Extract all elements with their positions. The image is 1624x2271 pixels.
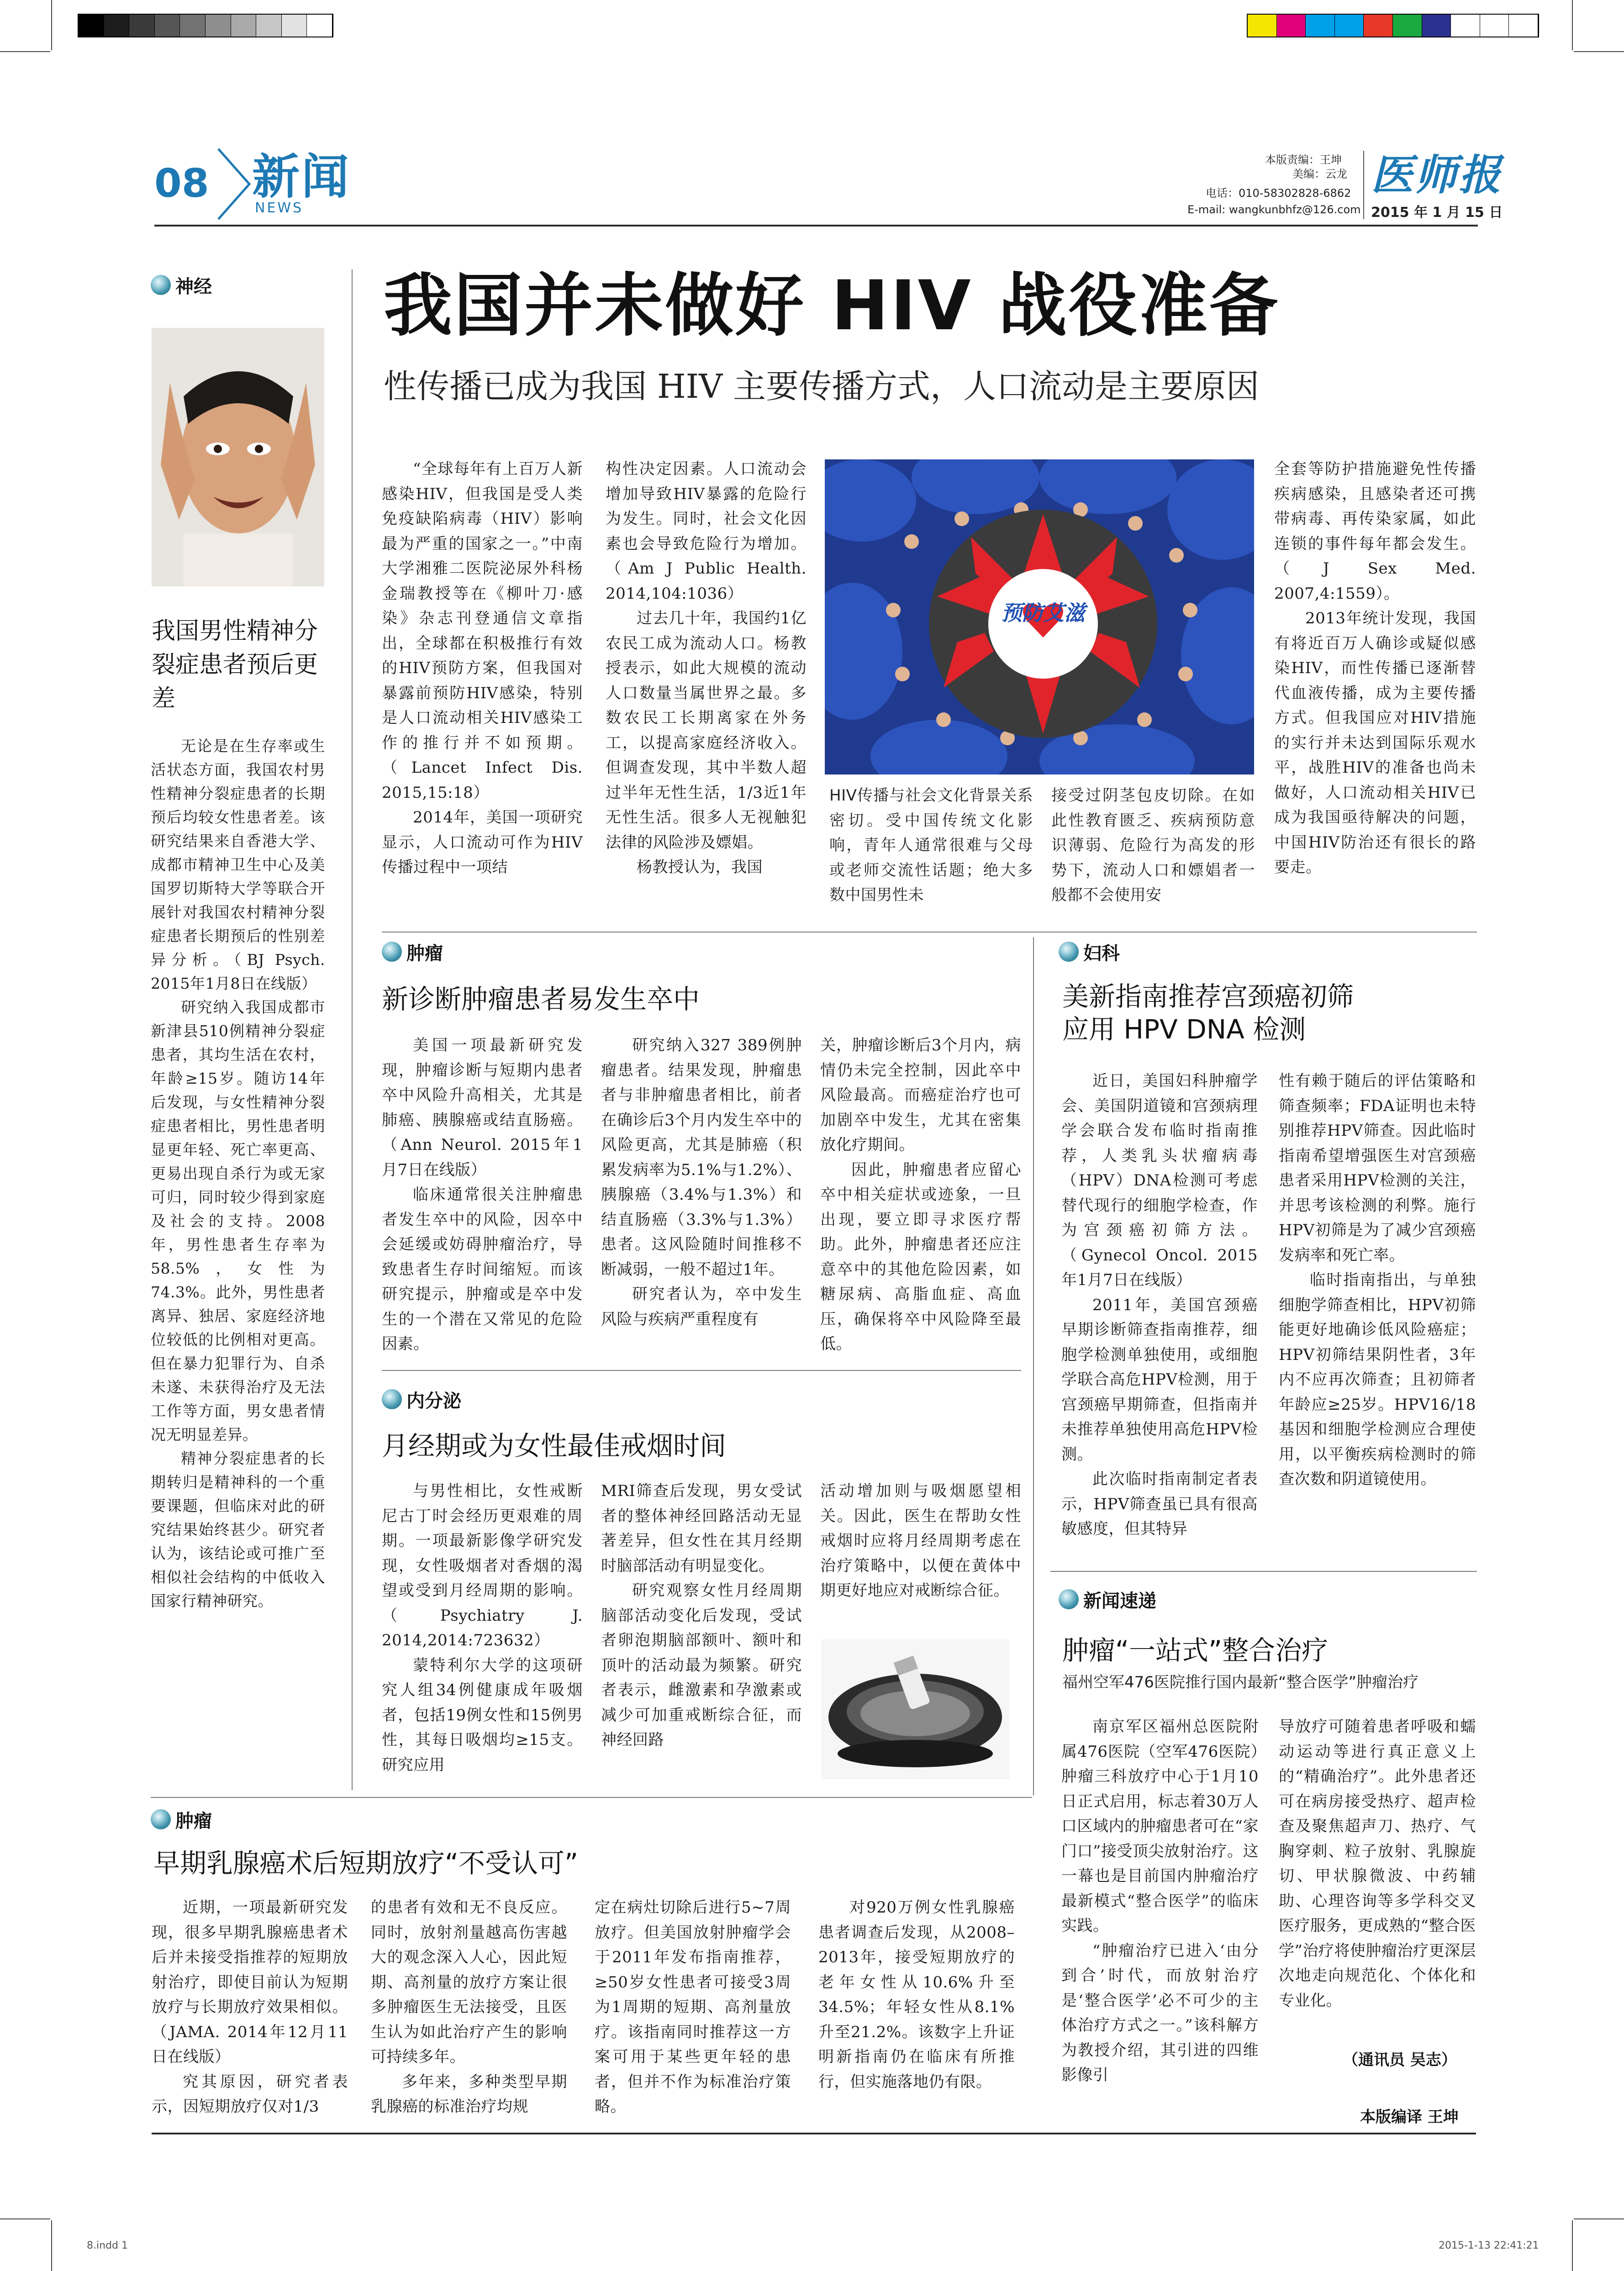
tumor-title: 新诊断肿瘤患者易发生卒中 [382, 984, 700, 1015]
brief-col-2 [1279, 1714, 1476, 2013]
color-swatch [206, 15, 231, 37]
brief-title: 肿瘤“一站式”整合治疗 [1062, 1635, 1329, 1666]
column-divider-left [352, 269, 353, 1790]
crop-mark-bl-v [51, 2220, 52, 2271]
endo-para: 活动增加则与吸烟愿望相关。因此，医生在帮助女性戒烟时应将月经周期考虑在治疗策略中，以便在黄体中期更好地应对戒断综合征。 [820, 1482, 1021, 1600]
brief-byline: （通讯员 吴志） [1343, 2051, 1457, 2069]
page-number: 08 [154, 161, 209, 206]
lead-para: 2014年，美国一项研究显示，人口流动可作为HIV传播过程中一项结 [382, 808, 583, 876]
section-tag-breast [151, 1807, 212, 1831]
bullet-icon [1059, 1589, 1079, 1609]
endo-para: 研究观察女性月经周期脑部活动变化后发现，受试者卵泡期脑部额叶、额叶和顶叶的活动最为频繁。研究者表示，雌激素和孕激素或减少可加重戒断综合征，而神经回路 [601, 1581, 802, 1749]
photo-caption-a: HIV传播与社会文化背景关系密切。受中国传统文化影响，青年人通常很难与父母或老师交流性话题；绝大多数中国男性未 [829, 786, 1033, 904]
tag-label: 神经 [175, 276, 212, 297]
gyn-col-2 [1279, 1069, 1476, 1492]
color-swatch [1335, 15, 1364, 37]
bullet-icon [382, 1389, 402, 1409]
crop-mark-br-v [1572, 2220, 1573, 2271]
ashtray-image [821, 1639, 1009, 1779]
breast-col-1 [152, 1895, 348, 2119]
color-swatch [1248, 15, 1277, 37]
brief-para: 导放疗可随着患者呼吸和蠕动运动等进行真正意义上的“精确治疗”。此外患者还可在病房接受热疗、超声检查及聚焦超声刀、热疗、气胸穿刺、粒子放射、乳腺旋切、甲状腺微波、中药辅助、心理咨询等多学科交叉医疗服务，更成熟的“整合医学”治疗将使肿瘤治疗更深层次地走向规范化、个体化和专业化。 [1279, 1718, 1476, 2010]
endo-title: 月经期或为女性最佳戒烟时间 [382, 1430, 727, 1461]
bullet-icon [1059, 942, 1079, 962]
tumor-bottom-rule [382, 1370, 1021, 1371]
tag-label: 妇科 [1083, 943, 1120, 964]
masthead-logo: 医师报 [1371, 150, 1503, 200]
distressed-man-image [152, 328, 324, 586]
phone-line: 电话：010-58302828-6862 [1206, 187, 1351, 200]
brief-subtitle: 福州空军476医院推行国内最新“整合医学”肿瘤治疗 [1062, 1673, 1419, 1691]
lead-col-4 [1274, 457, 1476, 880]
left-para-1: 无论是在生存率或生活状态方面，我国农村男性精神分裂症患者的长期预后均较女性患者差。该研究结果来自香港大学、成都市精神卫生中心及美国罗切斯特大学等联合开展针对我国农村精神分裂症患者长期预后的性别差异分析。（BJ Psych. 2015年1月8日在线版） [151, 737, 325, 992]
gyn-para: 性有赖于随后的评估策略和筛查频率；FDA证明也未特别推荐HPV筛查。因此临时指南希望增强医生对宫颈癌患者采用HPV检测的关注，并思考该检测的利弊。施行HPV初筛是为了减少宫颈癌发病率和死亡率。 [1279, 1072, 1476, 1265]
translator-credit: 本版编译 王坤 [1360, 2108, 1459, 2126]
tumor-para: 研究纳入327 389例肿瘤患者。结果发现，肿瘤患者与非肿瘤患者相比，前者在确诊后3个月内发生卒中的风险更高，尤其是肺癌（积累发病率为5.1%与1.2%）、胰腺癌（3.4%与1.3%）和结直肠癌（3.3%与1.3%）患者。这风险随时间推移不断减弱，一般不超过1年。 [601, 1036, 802, 1279]
section-tag-neuro [151, 273, 212, 297]
gyn-para: 2011年，美国宫颈癌早期诊断筛查指南推荐，细胞学检测单独使用，或细胞学联合高危HPV检测，用于宫颈癌早期筛查，但指南并未推荐单独使用高危HPV检测。 [1061, 1296, 1258, 1464]
bullet-icon [382, 942, 402, 962]
section-subtitle: NEWS [255, 200, 304, 216]
breast-para: 多年来，多种类型早期乳腺癌的标准治疗均规 [371, 2072, 567, 2116]
lead-para: “全球每年有上百万人新感染HIV，但我国是受人类免疫缺陷病毒（HIV）影响最为严重的国家之一。”中南大学湘雅二医院泌尿外科杨金瑞教授等在《柳叶刀·感染》杂志刊登通信文章指出，全球都在积极推行有效的HIV预防方案，但我国对暴露前预防HIV感染，特别是人口流动相关HIV感染工作的推行并不如预期。（Lancet Infect Dis. 2015,15:18） [382, 460, 583, 802]
breast-para: 的患者有效和无不良反应。同时，放射剂量越高伤害越大的观念深入人心，因此短期、高剂量的放疗方案让很多肿瘤医生无法接受，且医生认为如此治疗产生的影响可持续多年。 [371, 1898, 567, 2066]
print-timestamp: 2015-1-13 22:41:21 [1439, 2240, 1539, 2251]
section-tag-brief [1059, 1587, 1156, 1611]
breast-col-3 [595, 1895, 791, 2119]
breast-para: 定在病灶切除后进行5~7周放疗。但美国放射肿瘤学会于2011年发布指南推荐，≥50岁女性患者可接受3周为1周期的短期、高剂量放疗。该指南同时推荐这一方案可用于某些更年轻的患者，但并不作为标准治疗策略。 [595, 1898, 791, 2116]
mid-rule [151, 1797, 1032, 1798]
issue-date: 2015 年 1 月 15 日 [1371, 205, 1503, 221]
tumor-para: 研究者认为，卒中发生风险与疾病严重程度有 [601, 1285, 802, 1328]
color-swatch [1422, 15, 1451, 37]
color-swatch [129, 15, 155, 37]
brief-col-1 [1061, 1714, 1259, 2088]
photo-sign-text: 预防艾滋 [1001, 601, 1085, 625]
color-swatch [180, 15, 206, 37]
lead-col-1 [382, 457, 583, 880]
crop-mark-tr [1574, 51, 1624, 52]
color-bar-right [1247, 14, 1539, 37]
left-story-title: 我国男性精神分裂症患者预后更差 [152, 617, 318, 712]
email-line: E-mail: wangkunbhfz@126.com [1187, 203, 1361, 216]
tag-label: 新闻速递 [1083, 1590, 1156, 1612]
tag-label: 肿瘤 [406, 943, 443, 964]
editor-line: 本版责编：王坤 [1265, 153, 1342, 166]
endo-col-2 [601, 1479, 802, 1753]
color-bar-left [78, 14, 333, 37]
section-tag-gyn [1059, 940, 1120, 964]
photo-caption-b: 接受过阴茎包皮切除。在如此性教育匮乏、疾病预防意识薄弱、危险行为高发的形势下，流动人口和嫖娼者一般都不会使用安 [1051, 786, 1255, 904]
file-slug: 8.indd 1 [87, 2240, 128, 2251]
endo-para: MRI筛查后发现，男女受试者的整体神经回路活动无显著差异，但女性在其月经期时脑部活动有明显变化。 [601, 1482, 802, 1575]
breast-para: 近期，一项最新研究发现，很多早期乳腺癌患者术后并未接受指推荐的短期放射治疗，即使目前认为短期放疗与长期放疗效果相似。（JAMA. 2014年12月11日在线版） [152, 1898, 348, 2066]
color-swatch [79, 15, 104, 37]
left-para-3: 精神分裂症患者的长期转归是精神科的一个重要课题，但临床对此的研究结果始终甚少。研究者认为，该结论或可推广至相似社会结构的中低收入国家行精神研究。 [151, 1449, 325, 1610]
chevron-right-icon [214, 145, 255, 223]
crop-mark-tl [0, 51, 50, 52]
section-tag-tumor [382, 940, 443, 964]
ashtray-photo [821, 1639, 1009, 1779]
left-para-2: 研究纳入我国成都市新津县510例精神分裂症患者，其均生活在农村，年龄≥15岁。随访14年后发现，与女性精神分裂症患者相比，男性患者明显更年轻、死亡率更高、更易出现自杀行为或无家可归，同时较少得到家庭及社会的支持。2008年，男性患者生存率为58.5%，女性为74.3%。此外，男性患者离异、独居、家庭经济地位较低的比例相对更高。但在暴力犯罪行为、自杀未遂、未获得治疗及无法工作等方面，男女患者情况无明显差异。 [151, 998, 325, 1444]
tumor-para: 关，肿瘤诊断后3个月内，病情仍未完全控制，因此卒中风险最高。而癌症治疗也可加剧卒中发生，尤其在密集放化疗期间。 [820, 1036, 1021, 1154]
tumor-col-1 [382, 1033, 583, 1357]
crop-mark-bl [0, 2218, 50, 2219]
color-swatch [1393, 15, 1422, 37]
color-swatch [1277, 15, 1306, 37]
gyn-para: 临时指南指出，与单独细胞学筛查相比，HPV初筛能更好地确诊低风险癌症；HPV初筛结果阴性者，3年内不应再次筛查；且初筛者年龄应≥25岁。HPV16/18基因和细胞学检测应合理使用，以平衡疾病检测时的筛查次数和阴道镜使用。 [1279, 1271, 1476, 1488]
gyn-title-2: 应用 HPV DNA 检测 [1062, 1014, 1306, 1045]
endo-para: 与男性相比，女性戒断尼古丁时会经历更艰难的周期。一项最新影像学研究发现，女性吸烟者对香烟的渴望或受到月经周期的影响。（Psychiatry J. 2014,2014:723632） [382, 1482, 583, 1649]
endo-para: 蒙特利尔大学的这项研究人组34例健康成年吸烟者，包括19例女性和15例男性，其每日吸烟均≥15支。研究应用 [382, 1656, 583, 1774]
lead-para: 过去几十年，我国约1亿农民工成为流动人口。杨教授表示，如此大规模的流动人口数量当属世界之最。多数农民工长期离家在外务工，以提高家庭经济收入。但调查发现，其中半数人超过半年无性生活，1/3近1年无性生活。很多人无视触犯法律的风险涉及嫖娼。 [606, 609, 807, 852]
color-swatch [1509, 15, 1538, 37]
lead-col-2 [606, 457, 807, 880]
lead-subhead: 性传播已成为我国 HIV 主要传播方式，人口流动是主要原因 [384, 367, 1260, 406]
crop-mark-tl-v [51, 0, 52, 50]
lead-para: 2013年统计发现，我国有将近百万人确诊或疑似感染HIV，而性传播已逐渐替代血液传播，成为主要传播方式。但我国应对HIV措施的实行并未达到国际乐观水平，战胜HIV的准备也尚未做好，人口流动相关HIV已成为我国亟待解决的问题，中国HIV防治还有很长的路要走。 [1274, 609, 1476, 876]
gyn-col-1 [1061, 1069, 1258, 1542]
breast-col-4 [818, 1895, 1015, 2094]
tumor-para: 因此，肿瘤患者应留心卒中相关症状或迹象，一旦出现，要立即寻求医疗帮助。此外，肿瘤患者还应注意卒中的其他危险因素，如糖尿病、高脂血症、高血压，确保将卒中风险降至最低。 [820, 1160, 1021, 1353]
gyn-para: 此次临时指南制定者表示，HPV筛查虽已具有很高敏感度，但其特异 [1061, 1470, 1258, 1538]
color-swatch [1480, 15, 1509, 37]
tumor-col-3 [820, 1033, 1021, 1357]
endo-col-1 [382, 1479, 583, 1777]
color-swatch [104, 15, 130, 37]
breast-para: 究其原因，研究者表示，因短期放疗仅对1/3 [152, 2072, 348, 2116]
breast-para: 对920万例女性乳腺癌患者调查后发现，从2008–2013年，接受短期放疗的老年女性从10.6%升至34.5%；年轻女性从8.1%升至21.2%。该数字上升证明新指南仍在临床有所推行，但实施落地仍有限。 [818, 1898, 1015, 2091]
breast-col-2 [371, 1895, 567, 2119]
brief-para: 南京军区福州总医院附属476医院（空军476医院）肿瘤三科放疗中心于1月10日正式启用，标志着30万人口区域内的肿瘤患者可在“家门口”接受顶尖放射治疗。这一幕也是目前国内肿瘤治疗最新模式“整合医学”的临床实践。 [1061, 1718, 1259, 1935]
endo-col-3 [820, 1479, 1021, 1603]
color-swatch [1451, 15, 1480, 37]
color-swatch [282, 15, 307, 37]
portrait-photo [152, 328, 324, 586]
color-swatch [1364, 15, 1393, 37]
breast-title: 早期乳腺癌术后短期放疗“不受认可” [153, 1848, 579, 1879]
designer-line: 美编：云龙 [1292, 168, 1347, 180]
header-rule [154, 225, 1478, 227]
color-swatch [256, 15, 282, 37]
crop-mark-tr-v [1572, 0, 1573, 50]
bullet-icon [151, 275, 171, 295]
gyn-title-1: 美新指南推荐宫颈癌初筛 [1062, 981, 1354, 1012]
color-swatch [231, 15, 257, 37]
hiv-awareness-photo [825, 459, 1254, 775]
lead-bottom-rule [382, 932, 1477, 933]
bullet-icon [151, 1809, 171, 1829]
lead-para: 全套等防护措施避免性传播疾病感染，且感染者还可携带病毒、再传染家属，如此连锁的事件每年都会发生。（J Sex Med. 2007,4:1559）。 [1274, 460, 1476, 603]
color-swatch [155, 15, 180, 37]
crop-mark-br [1574, 2218, 1624, 2219]
lead-para: 杨教授认为，我国 [637, 858, 763, 876]
tumor-para: 临床通常很关注肿瘤患者发生卒中的风险，因卒中会延缓或妨碍肿瘤治疗，导致患者生存时间缩短。而该研究提示，肿瘤或是卒中发生的一个潜在又常见的危险因素。 [382, 1186, 583, 1353]
section-tag-endo [382, 1387, 461, 1411]
column-divider-right [1033, 937, 1034, 1796]
lead-para: 构性决定因素。人口流动会增加导致HIV暴露的危险行为发生。同时，社会文化因素也会导致危险行为增加。（Am J Public Health. 2014,104:1036） [606, 460, 807, 603]
tag-label: 内分泌 [406, 1390, 461, 1412]
gyn-bottom-rule [1050, 1571, 1477, 1572]
tumor-col-2 [601, 1033, 802, 1332]
header-divider [1363, 151, 1364, 219]
tag-label: 肿瘤 [175, 1810, 212, 1832]
footer-rule [152, 2133, 1476, 2134]
gyn-para: 近日，美国妇科肿瘤学会、美国阴道镜和宫颈病理学会联合发布临时指南推荐，人类乳头状瘤病毒（HPV）DNA检测可考虑替代现行的细胞学检查，作为宫颈癌初筛方法。（Gynecol Oncol. 2015年1月7日在线版） [1061, 1072, 1258, 1289]
tumor-para: 美国一项最新研究发现，肿瘤诊断与短期内患者卒中风险升高相关，尤其是肺癌、胰腺癌或结直肠癌。（Ann Neurol. 2015年1月7日在线版） [382, 1036, 583, 1179]
section-title: 新闻 [252, 149, 351, 205]
left-story-body [151, 734, 325, 1613]
brief-para: “肿瘤治疗已进入‘由分到合’时代，而放射治疗是‘整合医学’必不可少的主体治疗方式之一。”该科解方为教授介绍，其引进的四维影像引 [1061, 1941, 1259, 2084]
lead-headline: 我国并未做好 HIV 战役准备 [384, 266, 1280, 346]
color-swatch [307, 15, 332, 37]
color-swatch [1306, 15, 1335, 37]
